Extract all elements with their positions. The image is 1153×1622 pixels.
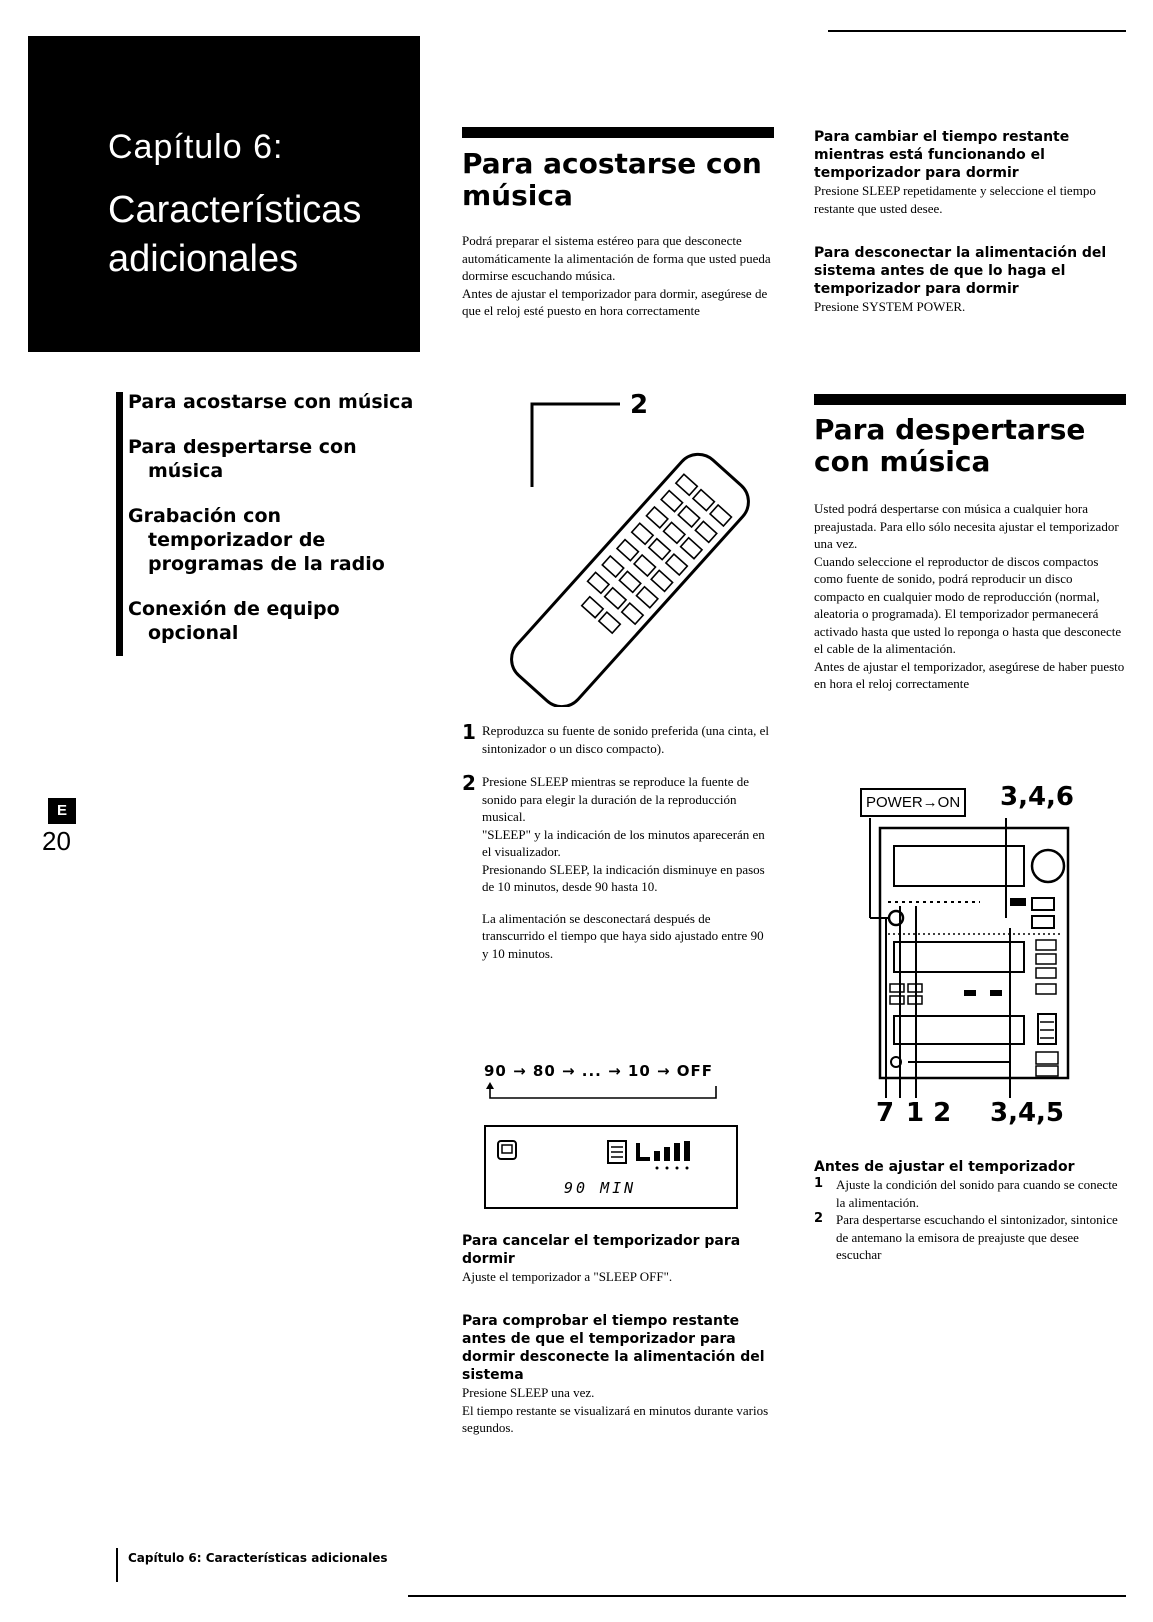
toc-item-radio-timer[interactable]: Grabación con temporizador de programas de la radio [128,505,385,575]
chapter-title: Características adicionales [108,189,362,280]
display-panel [484,1125,738,1209]
before-item-1-number: 1 [814,1176,824,1191]
wake-intro-text-2: Cuando seleccione el reproductor de discos compactos como fuente de sonido, podrá reproducir un disco compacto en cualquier modo de reproducción (normal, aleatoria o programada). El temporizador permanecerá activado hasta que usted lo reponga o hasta que desconecte el cable de la alimentación. [814,553,1122,656]
toc-item-wake[interactable]: Para despertarse con música [128,436,357,482]
before-heading: Antes de ajustar el temporizador [814,1159,1075,1175]
step-1-text: Reproduzca su fuente de sonido preferida (una cinta, el sintonizador o un disco compacto). [482,723,769,756]
sleep-sequence: 90 → 80 → ... → 10 → OFF [484,1062,714,1080]
stereo-unit-illustration [860,818,1090,1108]
top-rule [828,30,1126,32]
before-item-2-text: Para despertarse escuchando el sintonizador, sintonice de antemano la emisora de preajuste que desee escuchar [836,1212,1118,1262]
sleep-cancel [462,1232,772,1286]
footer-chapter-title: Capítulo 6: Características adicionales [128,1551,388,1565]
sleep-check [462,1312,772,1437]
change-text: Presione SLEEP repetidamente y seleccione el tiempo restante que usted desee. [814,183,1096,216]
sleep-section-title: Para acostarse con música [462,147,762,212]
toc-item-optional-equipment[interactable]: Conexión de equipo opcional [128,598,340,644]
step-2 [462,773,772,962]
before-item-2 [814,1211,1126,1264]
footer-bar [116,1548,118,1582]
sequence-loop-arrow [484,1082,724,1102]
wake-section-title: Para despertarse con música [814,413,1086,478]
wake-intro-text: Usted podrá despertarse con música a cualquier hora preajustada. Para ello sólo necesita ajustar el temporizador una vez. [814,501,1119,551]
sleep-intro [462,232,772,320]
check-text-2: El tiempo restante se visualizará en minutos durante varios segundos. [462,1402,769,1435]
chapter-header [28,36,420,352]
cancel-heading: Para cancelar el temporizador para dormir [462,1233,741,1267]
toc-bar [116,392,123,656]
remote-control-illustration [480,392,780,707]
before-item-2-number: 2 [814,1211,824,1226]
page-number: 20 [42,826,71,856]
bottom-rule [408,1595,1126,1597]
step-2-text-3: Presionando SLEEP, la indicación disminuye en pasos de 10 minutos, desde 90 hasta 10. [482,861,765,894]
step-2-text: Presione SLEEP mientras se reproduce la fuente de sonido para elegir la duración de la reproducción musical. [482,774,750,824]
language-tab: E [48,798,76,824]
check-text: Presione SLEEP una vez. [462,1385,595,1400]
unit-callout-12: 1 2 [906,1098,952,1128]
step-2-text-2: "SLEEP" y la indicación de los minutos aparecerán en el visualizador. [482,826,765,859]
chapter-toc [128,390,428,666]
unit-callout-346: 3,4,6 [1000,782,1075,812]
sleep-intro-text: Podrá preparar el sistema estéreo para que desconecte automáticamente la alimentación de forma que usted pueda dormirse escuchando música. [462,233,771,283]
sleep-intro-text-2: Antes de ajustar el temporizador para dormir, asegúrese de que el reloj esté puesto en hora correctamente [462,285,768,318]
sleep-power-off [814,244,1126,316]
wake-before [814,1158,1126,1264]
unit-callout-7: 7 [876,1098,895,1128]
wake-intro [814,500,1126,693]
unit-callout-345: 3,4,5 [990,1098,1065,1128]
before-item-1-text: Ajuste la condición del sonido para cuando se conecte la alimentación. [836,1177,1118,1210]
sleep-change [814,128,1126,217]
step-1 [462,722,772,757]
cancel-text: Ajuste el temporizador a "SLEEP OFF". [462,1269,673,1284]
section-rule-wake [814,394,1126,405]
power-off-heading: Para desconectar la alimentación del sistema antes de que lo haga el temporizador para dormir [814,245,1107,297]
remote-callout-2: 2 [630,390,649,420]
toc-item-sleep[interactable]: Para acostarse con música [128,391,414,413]
sleep-note: La alimentación se desconectará después de transcurrido el tiempo que haya sido ajustado entre 90 y 10 minutos. [482,910,764,961]
power-on-label: POWER→ON [860,788,966,817]
power-off-text: Presione SYSTEM POWER. [814,299,966,314]
sleep-steps [462,722,772,962]
change-heading: Para cambiar el tiempo restante mientras está funcionando el temporizador para dormir [814,129,1070,181]
before-item-1 [814,1176,1126,1211]
display-readout: 90 MIN [564,1179,637,1197]
chapter-label: Capítulo 6: [108,128,284,166]
section-rule-sleep [462,127,774,138]
step-1-number: 1 [462,720,476,744]
step-2-number: 2 [462,771,476,795]
check-heading: Para comprobar el tiempo restante antes de que el temporizador para dormir desconecte la alimentación del sistema [462,1313,765,1383]
display-icons [496,1137,726,1177]
wake-intro-text-3: Antes de ajustar el temporizador, asegúrese de haber puesto en hora el reloj correctamente [814,658,1125,691]
